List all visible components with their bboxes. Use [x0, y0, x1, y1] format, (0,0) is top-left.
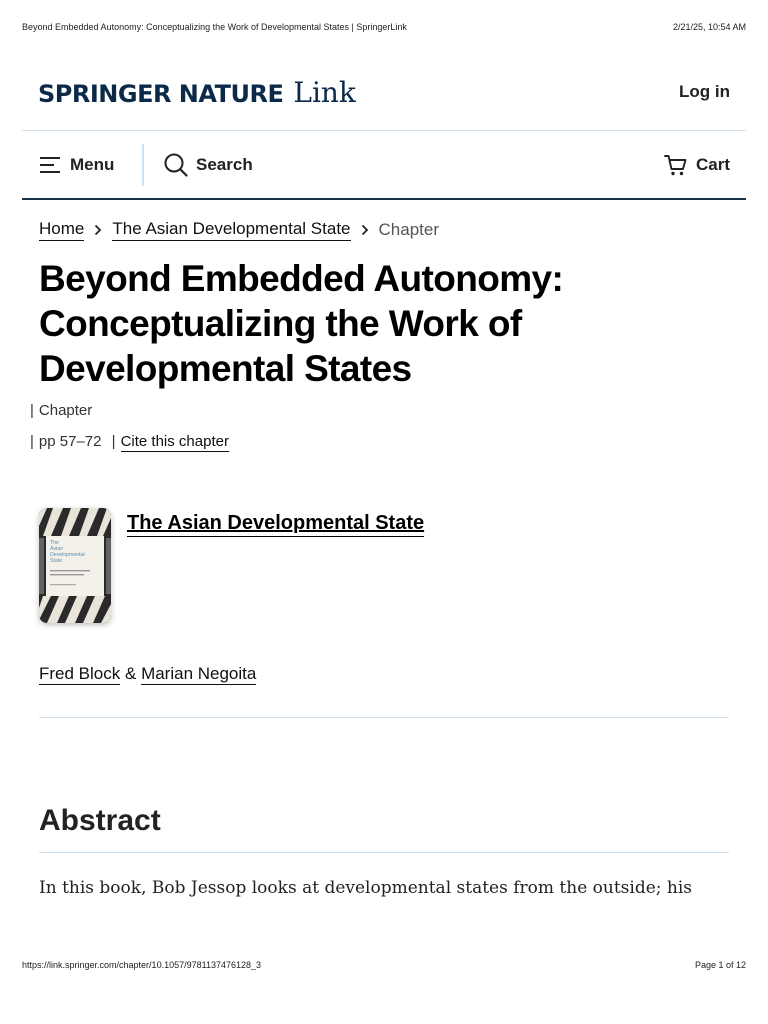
breadcrumb-current: Chapter [378, 220, 439, 239]
breadcrumb-home[interactable]: Home [39, 219, 84, 241]
abstract-divider [39, 852, 729, 853]
print-page-number: Page 1 of 12 [694, 960, 746, 970]
chevron-right-icon [94, 224, 102, 236]
menu-button[interactable] [40, 132, 114, 198]
print-footer [22, 960, 746, 972]
cart-button[interactable] [664, 132, 730, 198]
hamburger-icon [40, 156, 62, 174]
search-label: Search [196, 155, 253, 174]
chapter-type-row: | Chapter [30, 402, 93, 419]
author-link[interactable]: Fred Block [39, 664, 121, 683]
menu-label: Menu [70, 155, 115, 174]
breadcrumb-book[interactable]: The Asian Developmental State [112, 219, 350, 241]
logo-main-text: SPRINGER NATURE [38, 80, 284, 108]
print-datetime: 2/21/25, 10:54 AM [672, 22, 746, 32]
logo-link-text: Link [293, 76, 356, 109]
main-nav [22, 132, 746, 198]
abstract-text: In this book, Bob Jessop looks at developmental states from the outside; his [39, 878, 693, 898]
page-title: Beyond Embedded Autonomy: Conceptualizing the Work of Developmental States [39, 258, 564, 389]
cart-label: Cart [695, 155, 730, 174]
section-divider [39, 717, 729, 718]
chapter-type: Chapter [38, 402, 93, 419]
login-link[interactable]: Log in [679, 82, 730, 101]
author-link[interactable]: Marian Negoita [141, 664, 257, 683]
chapter-pages: pp 57–72 [38, 433, 102, 450]
book-title-link[interactable]: The Asian Developmental State [127, 512, 424, 537]
print-url: https://link.springer.com/chapter/10.1057/9781137476128_3 [22, 960, 262, 970]
svg-text:The: The [50, 540, 59, 546]
print-page-title: Beyond Embedded Autonomy: Conceptualizing the Work of Developmental States | SpringerLink [22, 22, 407, 32]
print-header [22, 22, 746, 34]
svg-text:State: State [50, 558, 63, 564]
svg-text:Asian: Asian [50, 546, 63, 552]
author-separator: & [124, 664, 137, 683]
search-button[interactable] [164, 132, 253, 198]
cite-chapter-link[interactable]: Cite this chapter [120, 433, 229, 450]
svg-text:Developmental: Developmental [50, 552, 85, 558]
book-cover-image[interactable] [39, 508, 111, 623]
header-divider [22, 130, 746, 131]
nav-bottom-rule [22, 198, 746, 200]
chapter-pages-row: | pp 57–72 | Cite this chapter [30, 433, 229, 450]
breadcrumb [39, 219, 439, 241]
nav-divider [142, 144, 144, 186]
chevron-right-icon [361, 224, 369, 236]
abstract-heading: Abstract [39, 804, 161, 837]
authors [39, 664, 256, 684]
brand-bar [38, 72, 730, 116]
springer-nature-link-logo[interactable] [38, 76, 356, 109]
search-icon [164, 153, 188, 177]
cart-icon [664, 153, 688, 177]
